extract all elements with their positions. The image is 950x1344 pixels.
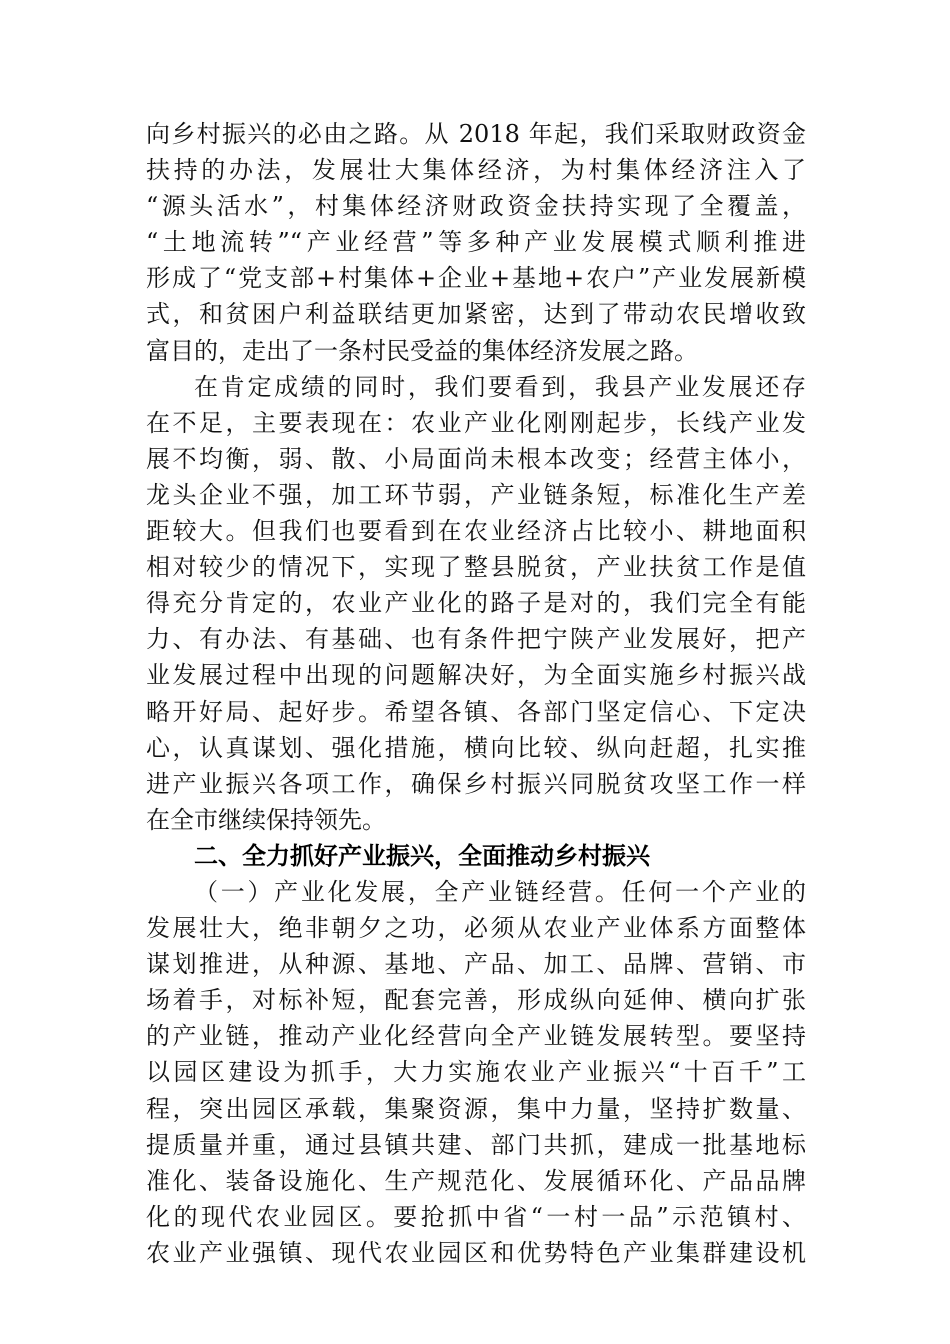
text-line: 展不均衡，弱、散、小局面尚未根本改变；经营主体小， xyxy=(146,444,806,473)
text-line: “土地流转”“产业经营”等多种产业发展模式顺利推进 xyxy=(146,228,806,257)
text-line: 谋划推进，从种源、基地、产品、加工、品牌、营销、市 xyxy=(146,950,806,979)
text-line: “源头活水”，村集体经济财政资金扶持实现了全覆盖， xyxy=(146,192,806,221)
document-body xyxy=(146,116,806,1271)
text-line: 提质量并重，通过县镇共建、部门共抓，建成一批基地标 xyxy=(146,1130,806,1159)
text-line: 距较大。但我们也要看到在农业经济占比较小、耕地面积 xyxy=(146,517,806,546)
text-line: 场着手，对标补短，配套完善，形成纵向延伸、横向扩张 xyxy=(146,986,806,1015)
paragraph xyxy=(146,369,806,838)
text-line: 式，和贫困户利益联结更加紧密，达到了带动农民增收致 xyxy=(146,300,806,329)
text-line: 农业产业强镇、现代农业园区和优势特色产业集群建设机 xyxy=(146,1238,806,1267)
text-line: 进产业振兴各项工作，确保乡村振兴同脱贫攻坚工作一样 xyxy=(146,769,806,798)
text-line: 龙头企业不强，加工环节弱，产业链条短，标准化生产差 xyxy=(146,480,806,509)
text-line: 得充分肯定的，农业产业化的路子是对的，我们完全有能 xyxy=(146,589,806,618)
text-line: 心，认真谋划、强化措施，横向比较、纵向赶超，扎实推 xyxy=(146,733,806,762)
text-line: 化的现代农业园区。要抢抓中省“一村一品”示范镇村、 xyxy=(146,1202,806,1231)
text-line: 力、有办法、有基础、也有条件把宁陕产业发展好，把产 xyxy=(146,625,806,654)
section-heading: 二、全力抓好产业振兴，全面推动乡村振兴 xyxy=(194,841,650,870)
text-line: 扶持的办法，发展壮大集体经济，为村集体经济注入了 xyxy=(146,156,806,185)
text-line: 略开好局、起好步。希望各镇、各部门坚定信心、下定决 xyxy=(146,697,806,726)
text-line: 程，突出园区承载，集聚资源，集中力量，坚持扩数量、 xyxy=(146,1094,806,1123)
text-line: 富目的，走出了一条村民受益的集体经济发展之路。 xyxy=(146,336,698,365)
text-line: 在不足，主要表现在：农业产业化刚刚起步，长线产业发 xyxy=(146,408,806,437)
text-line: 在肯定成绩的同时，我们要看到，我县产业发展还存 xyxy=(194,372,806,401)
text-line: 以园区建设为抓手，大力实施农业产业振兴“十百千”工 xyxy=(146,1058,806,1087)
text-line: （一）产业化发展，全产业链经营。任何一个产业的 xyxy=(194,877,806,906)
text-line: 的产业链，推动产业化经营向全产业链发展转型。要坚持 xyxy=(146,1022,806,1051)
paragraph xyxy=(146,116,806,369)
text-line: 相对较少的情况下，实现了整县脱贫，产业扶贫工作是值 xyxy=(146,553,806,582)
text-line: 业发展过程中出现的问题解决好，为全面实施乡村振兴战 xyxy=(146,661,806,690)
text-line: 发展壮大，绝非朝夕之功，必须从农业产业体系方面整体 xyxy=(146,914,806,943)
text-line: 形成了“党支部+村集体+企业+基地+农户”产业发展新模 xyxy=(146,264,806,293)
paragraph xyxy=(146,874,806,1271)
text-line: 准化、装备设施化、生产规范化、发展循环化、产品品牌 xyxy=(146,1166,806,1195)
text-line: 向乡村振兴的必由之路。从 2018 年起，我们采取财政资金 xyxy=(146,120,806,148)
text-line: 在全市继续保持领先。 xyxy=(146,805,386,834)
